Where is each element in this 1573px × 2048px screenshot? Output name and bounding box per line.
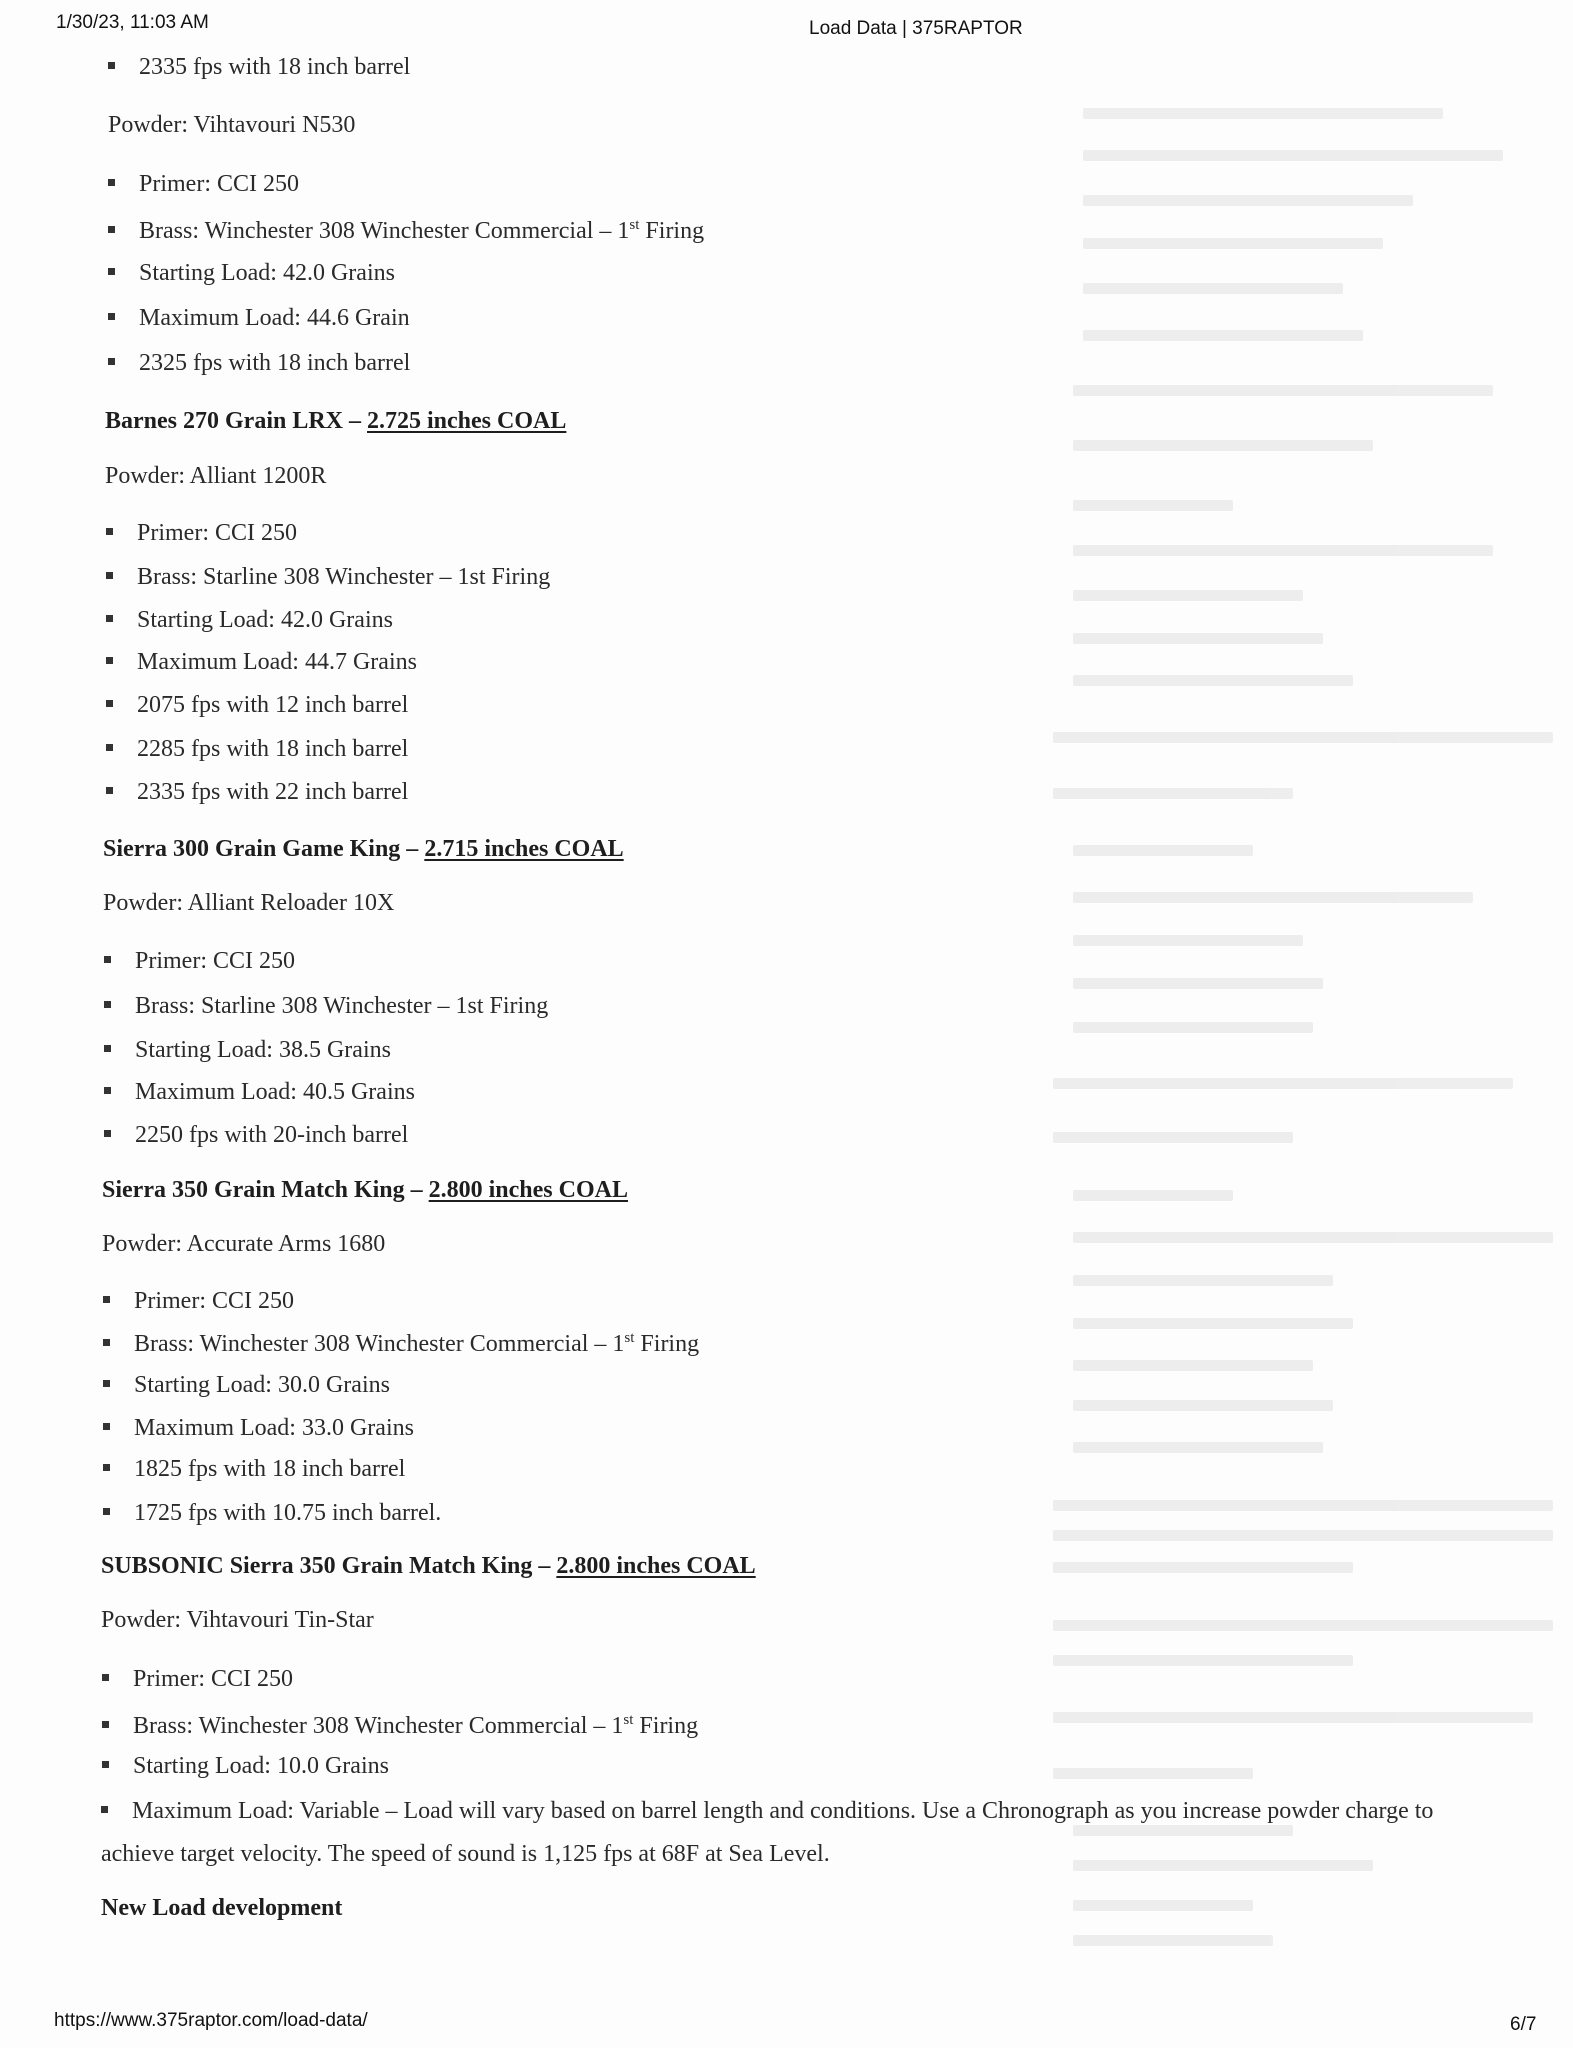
list-item: Brass: Winchester 308 Winchester Commercial – 1st Firing (108, 217, 704, 245)
bullet-icon (106, 744, 113, 751)
list-item: Primer: CCI 250 (102, 1666, 293, 1693)
powder-line: Powder: Vihtavouri Tin-Star (101, 1607, 374, 1633)
bullet-icon (103, 1339, 110, 1346)
list-item: Brass: Winchester 308 Winchester Commercial – 1st Firing (103, 1330, 699, 1358)
bullet-icon (104, 1045, 111, 1052)
list-item: 2325 fps with 18 inch barrel (108, 350, 410, 377)
list-item: Brass: Starline 308 Winchester – 1st Firing (106, 564, 550, 591)
powder-line: Powder: Accurate Arms 1680 (102, 1231, 386, 1257)
bullet-icon (108, 226, 115, 233)
bullet-icon (106, 572, 113, 579)
list-item: Primer: CCI 250 (108, 171, 299, 198)
powder-line: Powder: Alliant Reloader 10X (103, 890, 395, 916)
list-item: Maximum Load: 40.5 Grains (104, 1079, 415, 1106)
bullet-icon (106, 787, 113, 794)
new-load-heading: New Load development (101, 1895, 343, 1921)
powder-line: Powder: Vihtavouri N530 (108, 112, 356, 138)
list-item: 2285 fps with 18 inch barrel (106, 736, 408, 763)
bullet-icon (103, 1508, 110, 1515)
list-item: 1825 fps with 18 inch barrel (103, 1456, 405, 1483)
bullet-icon (106, 528, 113, 535)
bullet-icon (108, 268, 115, 275)
list-item: 2335 fps with 22 inch barrel (106, 779, 408, 806)
list-item: Maximum Load: 33.0 Grains (103, 1415, 414, 1442)
list-item: Primer: CCI 250 (104, 948, 295, 975)
bullet-icon (103, 1296, 110, 1303)
bullet-icon (106, 700, 113, 707)
list-item: Starting Load: 30.0 Grains (103, 1372, 390, 1399)
bullet-icon (103, 1423, 110, 1430)
bullet-icon (102, 1674, 109, 1681)
powder-line: Powder: Alliant 1200R (105, 463, 327, 489)
bullet-icon (108, 313, 115, 320)
page-number: 6/7 (1510, 2014, 1537, 2035)
list-item: Starting Load: 42.0 Grains (106, 607, 393, 634)
section-heading-subsonic: SUBSONIC Sierra 350 Grain Match King – 2.800 inches COAL (101, 1553, 756, 1579)
list-item: Brass: Starline 308 Winchester – 1st Firing (104, 993, 548, 1020)
list-item: Maximum Load: 44.6 Grain (108, 305, 410, 332)
list-item: Maximum Load: 44.7 Grains (106, 649, 417, 676)
bullet-icon (102, 1761, 109, 1768)
list-item: Starting Load: 42.0 Grains (108, 260, 395, 287)
bullet-icon (106, 657, 113, 664)
section-heading-barnes: Barnes 270 Grain LRX – 2.725 inches COAL (105, 408, 567, 434)
bullet-icon (104, 1130, 111, 1137)
list-item: Primer: CCI 250 (106, 520, 297, 547)
bullet-icon (104, 1001, 111, 1008)
show-through-background (1013, 0, 1573, 1960)
list-item: 2250 fps with 20-inch barrel (104, 1122, 408, 1149)
section-heading-gameking: Sierra 300 Grain Game King – 2.715 inches COAL (103, 836, 624, 862)
bullet-icon (101, 1806, 108, 1813)
page-title: Load Data | 375RAPTOR (809, 18, 1023, 39)
bullet-icon (104, 956, 111, 963)
bullet-icon (108, 62, 115, 69)
list-item: Brass: Winchester 308 Winchester Commercial – 1st Firing (102, 1712, 698, 1740)
list-item: Starting Load: 38.5 Grains (104, 1037, 391, 1064)
bullet-icon (106, 615, 113, 622)
bullet-icon (104, 1087, 111, 1094)
bullet-icon (108, 179, 115, 186)
list-item: 2075 fps with 12 inch barrel (106, 692, 408, 719)
bullet-icon (102, 1721, 109, 1728)
list-item: 1725 fps with 10.75 inch barrel. (103, 1500, 441, 1527)
bullet-icon (103, 1380, 110, 1387)
list-item: Starting Load: 10.0 Grains (102, 1753, 389, 1780)
max-load-paragraph: Maximum Load: Variable – Load will vary based on barrel length and conditions. Use a Chronograph as you increase powder charge to achieve target velocity. The speed of sound is 1,125 fps at 68F at Sea Level. (101, 1798, 1434, 1867)
list-item: 2335 fps with 18 inch barrel (108, 54, 410, 81)
bullet-icon (108, 358, 115, 365)
section-heading-matchking: Sierra 350 Grain Match King – 2.800 inches COAL (102, 1177, 628, 1203)
bullet-icon (103, 1464, 110, 1471)
print-timestamp: 1/30/23, 11:03 AM (56, 12, 209, 33)
list-item: Primer: CCI 250 (103, 1288, 294, 1315)
footer-url-link[interactable]: https://www.375raptor.com/load-data/ (54, 2010, 368, 2031)
